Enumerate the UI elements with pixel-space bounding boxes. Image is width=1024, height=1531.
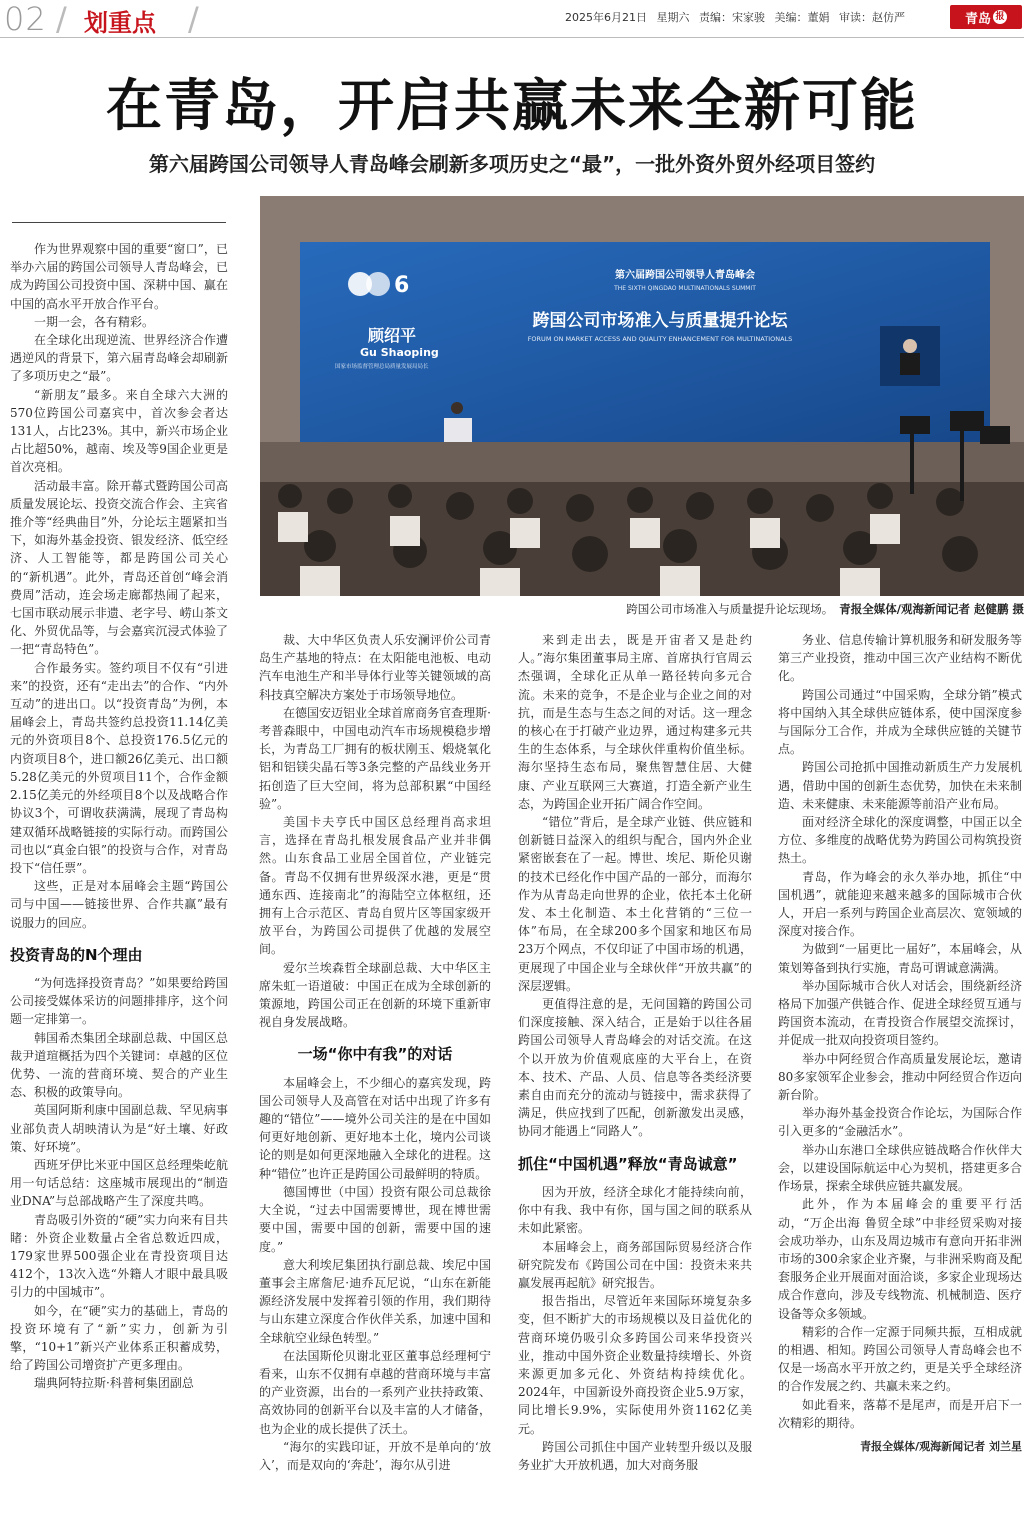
article-paragraph: 举办山东港口全球供应链战略合作伙伴大会，以建设国际航运中心为契机，搭建更多合作场景，探索全球供应链共赢发展。	[778, 1142, 1022, 1194]
article-paragraph: 因为开放，经济全球化才能持续向前，你中有我、我中有你，国与国之间的联系从未如此紧密。	[518, 1184, 752, 1236]
article-paragraph: 精彩的合作一定源于同频共振，互相成就的相遇、相知。跨国公司领导人青岛峰会也不仅是一场高水平开放之约，更是关乎全球经济的合作发展之约、共赢未来之约。	[778, 1324, 1022, 1394]
header-slash: /	[188, 0, 199, 38]
article-paragraph: 在法国斯伦贝谢北亚区董事总经理柯宁看来，山东不仅拥有卓越的营商环境与丰富的产业资源，出台的一系列产业扶持政策、高效协同的创新平台以及丰富的人才储备，也为企业的成长提供了沃土。	[259, 1348, 491, 1436]
article-paragraph: 西班牙伊比米亚中国区总经理柴屹航用一句话总结：这座城市展现出的“制造业DNA”与总部战略产生了深度共鸣。	[10, 1157, 228, 1209]
art-editor-credit: 美编：董娟	[774, 11, 830, 24]
headline: 在青岛，开启共赢未来全新可能	[106, 74, 918, 139]
article-paragraph: 本届峰会上，不少细心的嘉宾发现，跨国公司领导人及高管在对话中出现了许多有趣的“错位”——境外公司关注的是在中国如何更好地创新、更好地本土化，境内公司谈论的则是如何更深地融入全球化的进程。这种“错位”也许正是跨国公司最鲜明的特质。	[259, 1075, 491, 1181]
page-number: 02	[4, 0, 47, 38]
article-paragraph: 爱尔兰埃森哲全球副总裁、大中华区主席朱虹一语道破：中国正在成为全球创新的策源地，跨国公司正在创新的环境下重新审视自身发展战略。	[259, 960, 491, 1030]
logo-icon: 报	[993, 10, 1007, 24]
article-column-1	[10, 240, 228, 1530]
article-paragraph: 一期一会，各有精彩。	[34, 314, 155, 329]
article-paragraph: 瑞典阿特拉斯·科普柯集团副总	[34, 1376, 194, 1391]
article-paragraph: 报告指出，尽管近年来国际环境复杂多变，但不断扩大的市场规模以及日益优化的营商环境仍吸引众多跨国公司来华投资兴业，推动中国外资企业数量持续增长、外资来源更加多元化、外资结构持续优化。2024年，中国新设外商投资企业5.9万家，同比增长9.9%，实际使用外资1162亿美元。	[518, 1294, 752, 1436]
article-paragraph: 裁、大中华区负责人乐安澜评价公司青岛生产基地的特点：在太阳能电池板、电动汽车电池生产和半导体行业等关键领域的高科技真空解决方案处于市场领导地位。	[259, 633, 491, 702]
page-header	[0, 0, 1024, 38]
article-paragraph: 举办国际城市合伙人对话会，围绕新经济格局下加强产供链合作、促进全球经贸互通与跨国资本流动，在青投资合作展望交流探讨，并促成一批双向投资项目签约。	[778, 978, 1022, 1048]
column-rule	[12, 222, 226, 223]
article-paragraph: 德国博世（中国）投资有限公司总裁徐大全说，“过去中国需要博世，现在博世需要中国，需要中国的创新，需要中国的速度。”	[259, 1184, 491, 1254]
editor-credit: 责编：宋家骏	[699, 11, 765, 24]
article-paragraph: 举办中阿经贸合作高质量发展论坛，邀请80多家领军企业参会，推动中阿经贸合作迈向新台阶。	[778, 1051, 1022, 1103]
summit-name-cn: 第六届跨国公司领导人青岛峰会	[615, 270, 755, 281]
article-paragraph: 合作最务实。签约项目不仅有“引进来”的投资，还有“走出去”的合作、“内外互动”的进出口。以“投资青岛”为例，本届峰会上，青岛共签约总投资11.14亿美元的外资项目8个、总投资176.5亿元的内资项目8个，进口额26亿美元、出口额5.28亿美元的外贸项目11个，合作金额2.15亿美元的外经项目8个以及战略合作协议3个，可谓收获满满，展现了青岛构建双循环战略链接的实际行动。而跨国公司也以“真金白银”的投资与合作，对青岛投下“信任票”。	[10, 660, 228, 875]
summit-name-en: THE SIXTH QINGDAO MULTINATIONALS SUMMIT	[614, 285, 756, 292]
section-title: 划重点	[84, 9, 156, 37]
article-paragraph: 为做到“一届更比一届好”，本届峰会，从策划筹备到执行实施，青岛可谓诚意满满。	[778, 942, 1022, 975]
article-column-2	[259, 631, 491, 1530]
header-meta	[565, 9, 905, 25]
article-paragraph: 来到走出去，既是开宙者又是赴约人。”海尔集团董事局主席、首席执行官周云杰强调，全球化正从单一路径转向多元合流。未来的竞争，不是企业与企业之间的对抗，而是生态与生态之间的对话。这一理念的核心在于打破产业边界，通过构建多元共生的生态体系，与全球伙伴重构价值坐标。海尔坚持生态布局，聚焦智慧住居、大健康、产业互联网三大赛道，打造全新产业生态，为跨国企业开拓广阔合作空间。	[518, 633, 752, 811]
proofreader-credit: 审读：赵仿严	[839, 11, 905, 24]
article-paragraph: 跨国公司抓住中国产业转型升级以及服务业扩大开放机遇，加大对商务服	[518, 1439, 752, 1472]
header-slash: /	[56, 0, 67, 38]
article-paragraph: 更值得注意的是，无问国籍的跨国公司们深度接触、深入结合，正是始于以往各届跨国公司领导人青岛峰会的对话交流。在这个以开放为价值观底座的大平台上，在资本、技术、产品、人员、信息等各类经济要素自由而充分的流动与链接中，需求获得了满足，供应找到了匹配，创新激发出灵感，协同才能遇上“同路人”。	[518, 997, 752, 1139]
article-paragraph: 这些，正是对本届峰会主题“跨国公司与中国——链接世界、合作共赢”最有说服力的回应。	[10, 879, 228, 930]
article-paragraph: “海尔的实践印证，开放不是单向的‘放入’，而是双向的‘奔赴’，海尔从引进	[259, 1439, 491, 1472]
article-paragraph: 青岛吸引外资的“硬”实力向来有目共睹：外资企业数量占全省总数近四成，179家世界500强企业在青投资项目达412个，13次入选“外籍人才眼中最具吸引力的中国城市”。	[10, 1212, 228, 1300]
photo-caption	[260, 601, 1024, 617]
article-column-4	[778, 631, 1022, 1530]
article-paragraph: 跨国公司通过“中国采购，全球分销”模式将中国纳入其全球供应链体系，使中国深度参与国际分工合作，并成为全球供应链的关键节点。	[778, 687, 1022, 757]
reporter-byline: 青报全媒体/观海新闻记者 刘兰星	[860, 1439, 1022, 1453]
article-paragraph: “错位”背后，是全球产业链、供应链和创新链日益深入的组织与配合，国内外企业紧密嵌套在了一起。博世、埃尼、斯伦贝谢的技术已经化作中国产品的一部分，而海尔作为从青岛走向世界的企业，依托本土化研发、本土化制造、本土化营销的“三位一体”布局，在全球200多个国家和地区布局23万个网点，不仅印证了中国市场的机遇，更展现了中国企业与全球伙伴“开放共赢”的深层逻辑。	[518, 815, 752, 993]
article-column-3	[518, 631, 752, 1530]
article-paragraph: 如此看来，落幕不是尾声，而是开启下一次精彩的期待。	[778, 1397, 1022, 1430]
forum-title-cn: 跨国公司市场准入与质量提升论坛	[532, 311, 788, 331]
article-paragraph: 在德国安迈铝业全球首席商务官查理斯·考普森眼中，中国电动汽车市场规模稳步增长，为青岛工厂拥有的板状刚玉、煅烧氧化铝和铝镁尖晶石等3条完整的产品线业务开拓创造了巨大空间，将为总部积累“中国经验”。	[259, 705, 491, 811]
article-paragraph: “新朋友”最多。来自全球六大洲的570位跨国公司嘉宾中，首次参会者达131人，占比23%。其中，新兴市场企业占比超50%，越南、埃及等9国企业更是首次亮相。	[10, 387, 228, 475]
summit-photo	[260, 196, 1024, 596]
article-paragraph: 在全球化出现逆流、世界经济合作遭遇逆风的背景下，第六届青岛峰会却刷新了多项历史之“最”。	[10, 333, 228, 384]
article-paragraph: 活动最丰富。除开幕式暨跨国公司高质量发展论坛、投资交流合作会、主宾省推介等“经典曲目”外，分论坛主题紧扣当下，如海外基金投资、银发经济、低空经济、人工智能等，都是跨国公司关心的“新机遇”。此外，青岛还首创“峰会消费周”活动，连会场走廊都热闹了起来，七国市联动展示非遗、老字号、崂山茶文化、外贸优品等，与会嘉宾沉浸式体验了一把“青岛特色”。	[10, 478, 228, 657]
caption-text: 跨国公司市场准入与质量提升论坛现场。	[626, 602, 834, 616]
article-paragraph: 本届峰会上，商务部国际贸易经济合作研究院发布《跨国公司在中国：投资未来共赢发展再起航》研究报告。	[518, 1239, 752, 1290]
article-paragraph: 举办海外基金投资合作论坛，为国际合作引入更多的“金融活水”。	[778, 1106, 1022, 1139]
article-paragraph: 美国卡夫亨氏中国区总经理肖高求坦言，选择在青岛扎根发展食品产业并非偶然。山东食品工业居全国首位，产业链完备。青岛不仅拥有世界级深水港，更是“贯通东西、连接南北”的海陆空立体枢纽，还拥有上合示范区、青岛自贸片区等国家级开放平台，为跨国公司提供了优越的发展空间。	[259, 815, 491, 957]
newspaper-logo	[950, 5, 1022, 29]
subheading-china-opportunity: 抓住“中国机遇”释放“青岛诚意”	[518, 1154, 738, 1173]
subheading-reasons: 投资青岛的N个理由	[10, 945, 143, 964]
article-paragraph: 此外，作为本届峰会的重要平行活动，“万企出海 鲁贸全球”中非经贸采购对接会成功举办，山东及周边城市有意向开拓非洲市场的300余家企业齐聚，与非洲采购商及配套服务企业开展面对面洽谈，多家企业现场达成合作意向，涉及专线物流、机械制造、医疗设备等众多领域。	[778, 1197, 1022, 1321]
subheading-dialogue: 一场“你中有我”的对话	[297, 1045, 453, 1064]
article-paragraph: “为何选择投资青岛？”如果要给跨国公司接受媒体采访的问题排排序，这个问题一定排第一。	[10, 975, 228, 1027]
issue-date: 2025年6月21日 星期六	[565, 11, 690, 24]
subheadline: 第六届跨国公司领导人青岛峰会刷新多项历史之“最”，一批外资外贸外经项目签约	[148, 152, 876, 176]
article-paragraph: 面对经济全球化的深度调整，中国正以全方位、多维度的战略优势为跨国公司构筑投资热土。	[778, 815, 1022, 866]
logo-text: 青岛	[964, 11, 991, 27]
article-paragraph: 作为世界观察中国的重要“窗口”，已举办六届的跨国公司领导人青岛峰会，已成为跨国公司投资中国、深耕中国、赢在中国的高水平开放合作平台。	[10, 242, 228, 311]
speaker-name-en: Gu Shaoping	[360, 346, 439, 359]
forum-title-en: FORUM ON MARKET ACCESS AND QUALITY ENHANCEMENT FOR MULTINATIONALS	[527, 335, 793, 343]
article-paragraph: 英国阿斯利康中国副总裁、罕见病事业部负责人胡映清认为是“好土壤、好政策、好环境”。	[10, 1103, 228, 1154]
article-paragraph: 务业、信息传输计算机服务和研发服务等第三产业投资，推动中国三次产业结构不断优化。	[778, 633, 1022, 684]
summit-logo-number: 6	[394, 273, 410, 298]
photo-credit: 青报全媒体/观海新闻记者 赵健鹏 摄	[839, 602, 1024, 616]
article-paragraph: 意大利埃尼集团执行副总裁、埃尼中国董事会主席詹尼·迪乔瓦尼说，“山东在新能源经济发展中发挥着引领的作用，我们期待与山东建立深度合作伙伴关系，加速中国和全球航空业绿色转型。”	[259, 1257, 491, 1345]
article-paragraph: 青岛，作为峰会的永久举办地，抓住“中国机遇”，就能迎来越来越多的国际城市合伙人，开启一系列与跨国企业高层次、宽领域的深度对接合作。	[778, 869, 1022, 939]
summit-photo-drawing	[260, 196, 1024, 596]
speaker-title: 国家市场监督管理总局质量发展局局长	[335, 364, 429, 370]
article-paragraph: 跨国公司抢抓中国推动新质生产力发展机遇，借助中国的创新生态优势，加快在未来制造、未来健康、未来能源等前沿产业布局。	[778, 760, 1022, 811]
article-paragraph: 如今，在“硬”实力的基础上，青岛的投资环境有了“新”实力，创新为引擎，“10+1”新兴产业体系正积蓄成势，给了跨国公司增资扩产更多理由。	[10, 1303, 228, 1373]
speaker-name-cn: 顾绍平	[368, 326, 417, 345]
article-paragraph: 韩国希杰集团全球副总裁、中国区总裁尹道瑄概括为四个关键词：卓越的区位优势、一流的营商环境、契合的产业生态、积极的政策导向。	[10, 1030, 228, 1100]
